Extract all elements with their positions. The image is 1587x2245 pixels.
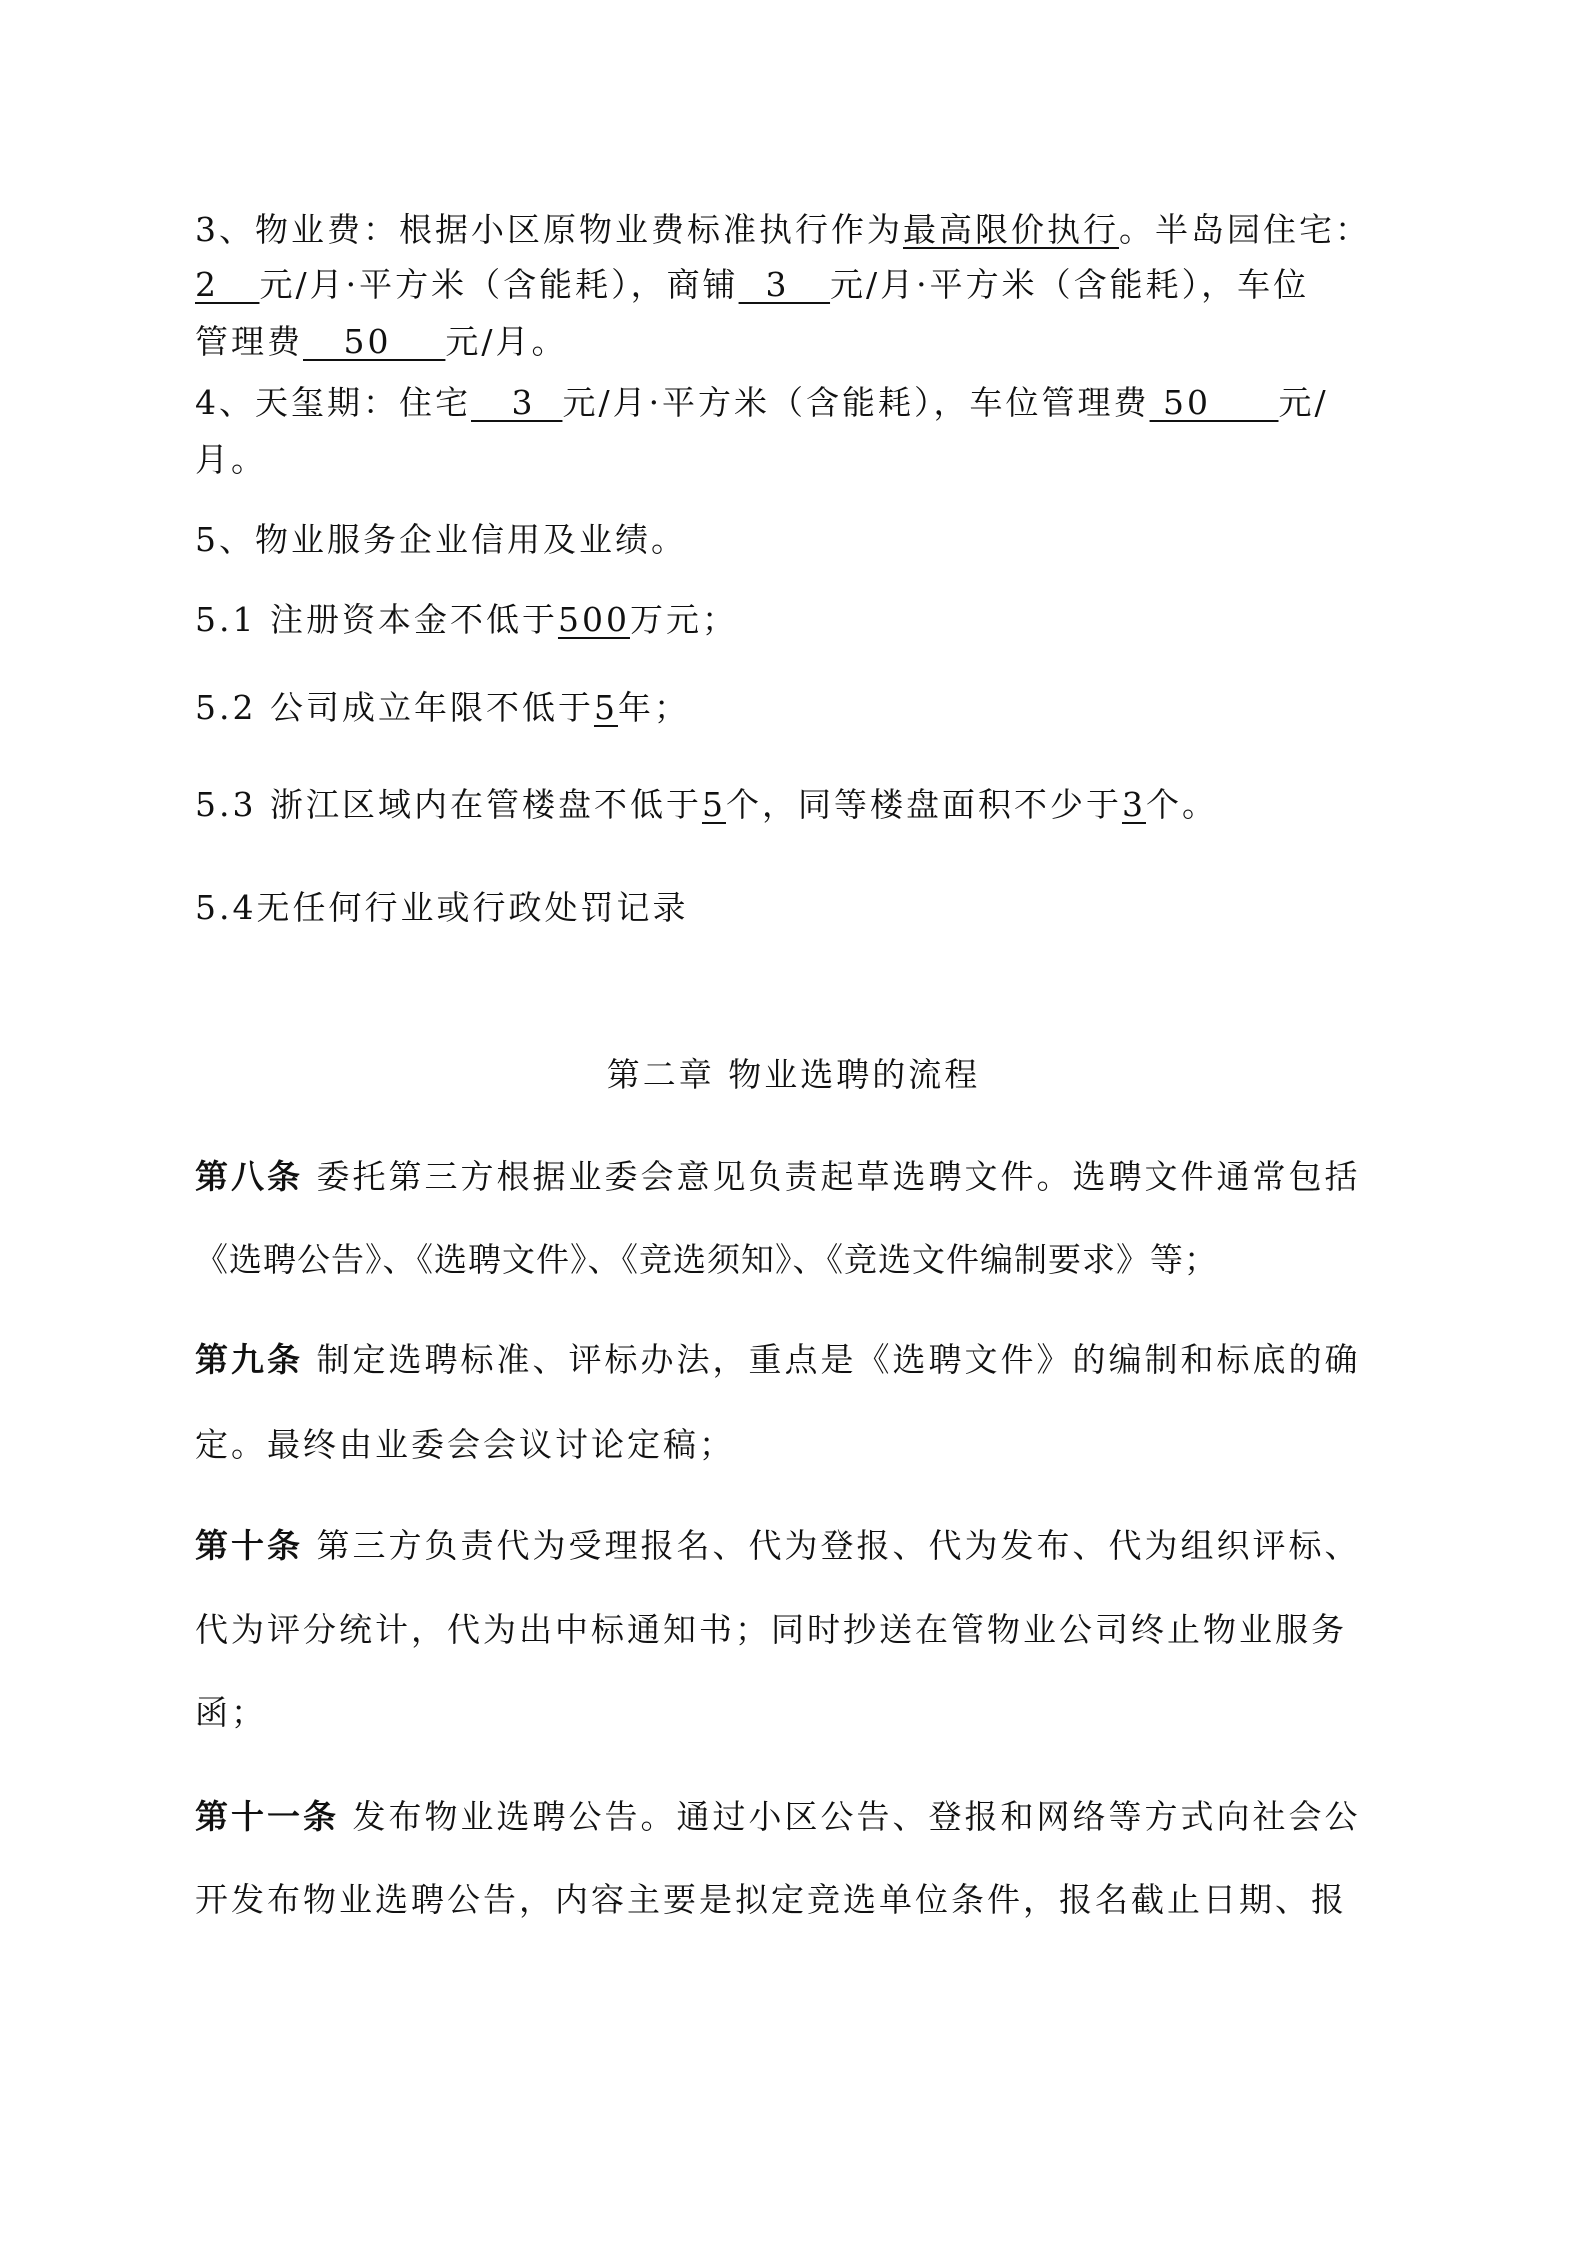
text: 第三方负责代为受理报名、代为登报、代为发布、代为组织评标、 [303, 1526, 1361, 1565]
fee-line-1 [195, 210, 1395, 250]
clause-5-4 [195, 888, 1395, 928]
article-10-line-3 [195, 1693, 1395, 1733]
article-label: 第八条 [195, 1157, 303, 1196]
text: 定。最终由业委会会议讨论定稿； [195, 1425, 735, 1464]
clause-5-2 [195, 688, 1395, 728]
underlined-term: 最高限价执行 [903, 210, 1119, 249]
article-9-line-2 [195, 1425, 1395, 1465]
text: 5、物业服务企业信用及业绩。 [195, 520, 687, 559]
article-label: 第九条 [195, 1340, 303, 1379]
text: 函； [195, 1693, 267, 1732]
tianxi-line-2 [195, 440, 1395, 480]
credit-heading-line [195, 520, 1395, 560]
same-size-projects-value: 3 [1121, 785, 1146, 824]
fee-line-3 [195, 322, 1395, 362]
parking-fee-value: 50 [303, 322, 446, 361]
text: 元/月。 [445, 322, 568, 361]
article-label: 第十一条 [195, 1797, 339, 1836]
text: 4、天玺期：住宅 [195, 383, 471, 422]
text: 发布物业选聘公告。通过小区公告、登报和网络等方式向社会公 [339, 1797, 1361, 1836]
fee-line-2 [195, 265, 1395, 305]
text: 元/月·平方米（含能耗），车位 [830, 265, 1310, 304]
article-8-line-1 [195, 1157, 1395, 1197]
text: 元/月·平方米（含能耗），车位管理费 [562, 383, 1150, 422]
text: 元/月·平方米（含能耗），商铺 [259, 265, 739, 304]
text: 年； [617, 688, 690, 727]
projects-value: 5 [701, 785, 726, 824]
article-10-line-2 [195, 1610, 1395, 1650]
years-value: 5 [593, 688, 618, 727]
article-label: 第十条 [195, 1526, 303, 1565]
text: 5.1 注册资本金不低于 [195, 600, 558, 639]
text: 3、物业费：根据小区原物业费标准执行作为 [195, 210, 903, 249]
text: 5.4无任何行业或行政处罚记录 [195, 888, 689, 927]
text: 管理费 [195, 322, 303, 361]
text: 制定选聘标准、评标办法，重点是《选聘文件》的编制和标底的确 [303, 1340, 1361, 1379]
article-10-line-1 [195, 1526, 1395, 1566]
text: 个。 [1145, 785, 1218, 824]
text: 5.3 浙江区域内在管楼盘不低于 [195, 785, 702, 824]
text: 5.2 公司成立年限不低于 [195, 688, 594, 727]
tianxi-parking-fee-value: 50 [1149, 383, 1279, 422]
text: 元/ [1278, 383, 1329, 422]
text: 委托第三方根据业委会意见负责起草选聘文件。选聘文件通常包括 [303, 1157, 1361, 1196]
text: 代为评分统计，代为出中标通知书；同时抄送在管物业公司终止物业服务 [195, 1610, 1347, 1649]
text: 。半岛园住宅： [1119, 210, 1371, 249]
article-11-line-1 [195, 1797, 1395, 1837]
text: 月。 [195, 440, 267, 479]
article-8-line-2 [195, 1240, 1395, 1280]
text: 开发布物业选聘公告，内容主要是拟定竞选单位条件，报名截止日期、报 [195, 1880, 1347, 1919]
text: 个，同等楼盘面积不少于 [725, 785, 1122, 824]
article-9-line-1 [195, 1340, 1395, 1380]
chapter-title: 第二章 物业选聘的流程 [606, 1055, 981, 1094]
text: 《选聘公告》、《选聘文件》、《竞选须知》、《竞选文件编制要求》等； [195, 1240, 1218, 1279]
tianxi-line-1 [195, 383, 1395, 423]
tianxi-residential-fee-value: 3 [471, 383, 563, 422]
residential-fee-value: 2 [195, 265, 260, 304]
clause-5-3 [195, 785, 1395, 825]
capital-value: 500 [557, 600, 630, 639]
text: 万元； [629, 600, 738, 639]
clause-5-1 [195, 600, 1395, 640]
article-11-line-2 [195, 1880, 1395, 1920]
shop-fee-value: 3 [738, 265, 831, 304]
